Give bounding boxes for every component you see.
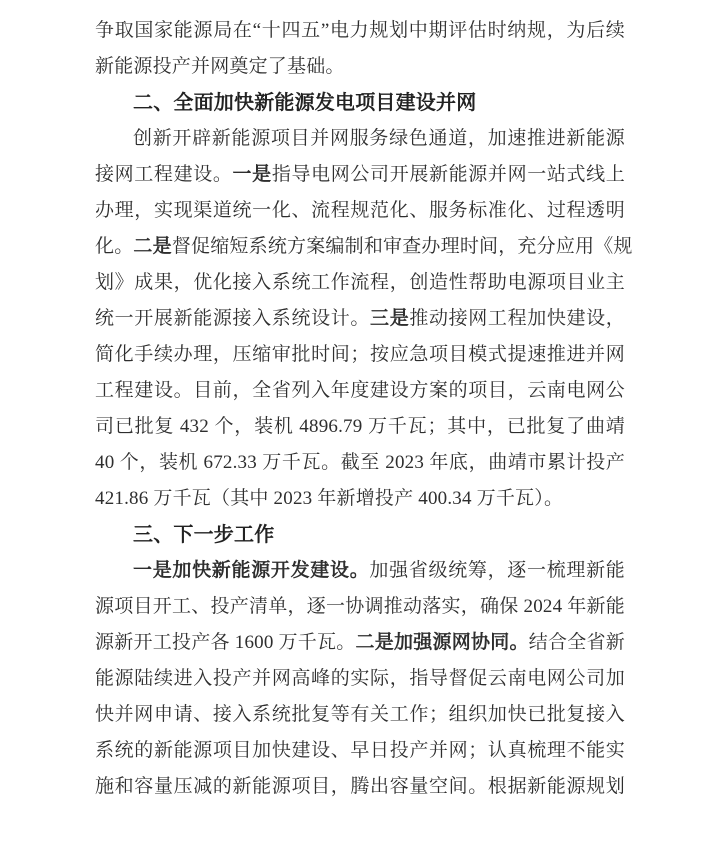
text-run: 司已批复 432 个，装机 4896.79 万千瓦；其中，已批复了曲靖 — [95, 416, 625, 437]
text-line — [95, 481, 625, 517]
text-run: 推动接网工程加快建设， — [409, 308, 625, 329]
text-line — [95, 769, 625, 805]
text-run: 争取国家能源局在“十四五”电力规划中期评估时纳规，为后续 — [95, 20, 625, 41]
text-line — [95, 49, 625, 85]
text-run: 421.86 万千瓦（其中 2023 年新增投产 400.34 万千瓦）。 — [95, 488, 564, 509]
text-line — [95, 121, 625, 157]
text-run: 划》成果，优化接入系统工作流程，创造性帮助电源项目业主 — [95, 272, 625, 293]
text-line — [95, 301, 625, 337]
text-run: 施和容量压减的新能源项目，腾出容量空间。根据新能源规划 — [95, 776, 625, 797]
text-run: 加强省级统筹，逐一梳理新能 — [369, 560, 625, 581]
emphasis-text-run: 三、下一步工作 — [133, 524, 275, 546]
text-run: 系统的新能源项目加快建设、早日投产并网；认真梳理不能实 — [95, 740, 625, 761]
text-line — [95, 661, 625, 697]
emphasis-text-run: 三是 — [370, 308, 410, 329]
text-line — [95, 265, 625, 301]
text-run: 工程建设。目前，全省列入年度建设方案的项目，云南电网公 — [95, 380, 625, 401]
text-run: 结合全省新 — [528, 632, 625, 653]
section-heading — [95, 85, 625, 121]
text-run: 创新开辟新能源项目并网服务绿色通道，加速推进新能源 — [133, 128, 625, 149]
section-heading — [95, 517, 625, 553]
text-line — [95, 13, 625, 49]
text-line — [95, 553, 625, 589]
text-line — [95, 193, 625, 229]
text-run: 源新开工投产各 1600 万千瓦。 — [95, 632, 356, 653]
text-line — [95, 445, 625, 481]
emphasis-text-run: 二是加强源网协同。 — [355, 632, 529, 653]
text-line — [95, 733, 625, 769]
emphasis-text-run: 一是 — [232, 164, 272, 185]
text-line — [95, 697, 625, 733]
text-line — [95, 337, 625, 373]
text-run: 能源陆续进入投产并网高峰的实际，指导督促云南电网公司加 — [95, 668, 625, 689]
text-run: 办理，实现渠道统一化、流程规范化、服务标准化、过程透明 — [95, 200, 625, 221]
text-line — [95, 229, 633, 265]
text-line — [95, 589, 625, 625]
text-run: 简化手续办理，压缩审批时间；按应急项目模式提速推进并网 — [95, 344, 625, 365]
text-line — [95, 157, 625, 193]
text-run: 指导电网公司开展新能源并网一站式线上 — [271, 164, 625, 185]
text-run: 化。 — [95, 236, 134, 257]
text-run: 接网工程建设。 — [95, 164, 233, 185]
emphasis-text-run: 二、全面加快新能源发电项目建设并网 — [133, 92, 477, 114]
text-run: 督促缩短系统方案编制和审查办理时间，充分应用《规 — [171, 236, 633, 257]
text-line — [95, 409, 625, 445]
emphasis-text-run: 一是加快新能源开发建设。 — [133, 560, 370, 581]
text-run: 快并网申请、接入系统批复等有关工作；组织加快已批复接入 — [95, 704, 625, 725]
text-run: 新能源投产并网奠定了基础。 — [95, 56, 345, 77]
document-body — [95, 13, 633, 805]
emphasis-text-run: 二是 — [133, 236, 172, 257]
text-run: 40 个，装机 672.33 万千瓦。截至 2023 年底，曲靖市累计投产 — [95, 452, 625, 473]
text-line — [95, 373, 625, 409]
text-run: 统一开展新能源接入系统设计。 — [95, 308, 371, 329]
text-run: 源项目开工、投产清单，逐一协调推动落实，确保 2024 年新能 — [95, 596, 625, 617]
text-line — [95, 625, 625, 661]
